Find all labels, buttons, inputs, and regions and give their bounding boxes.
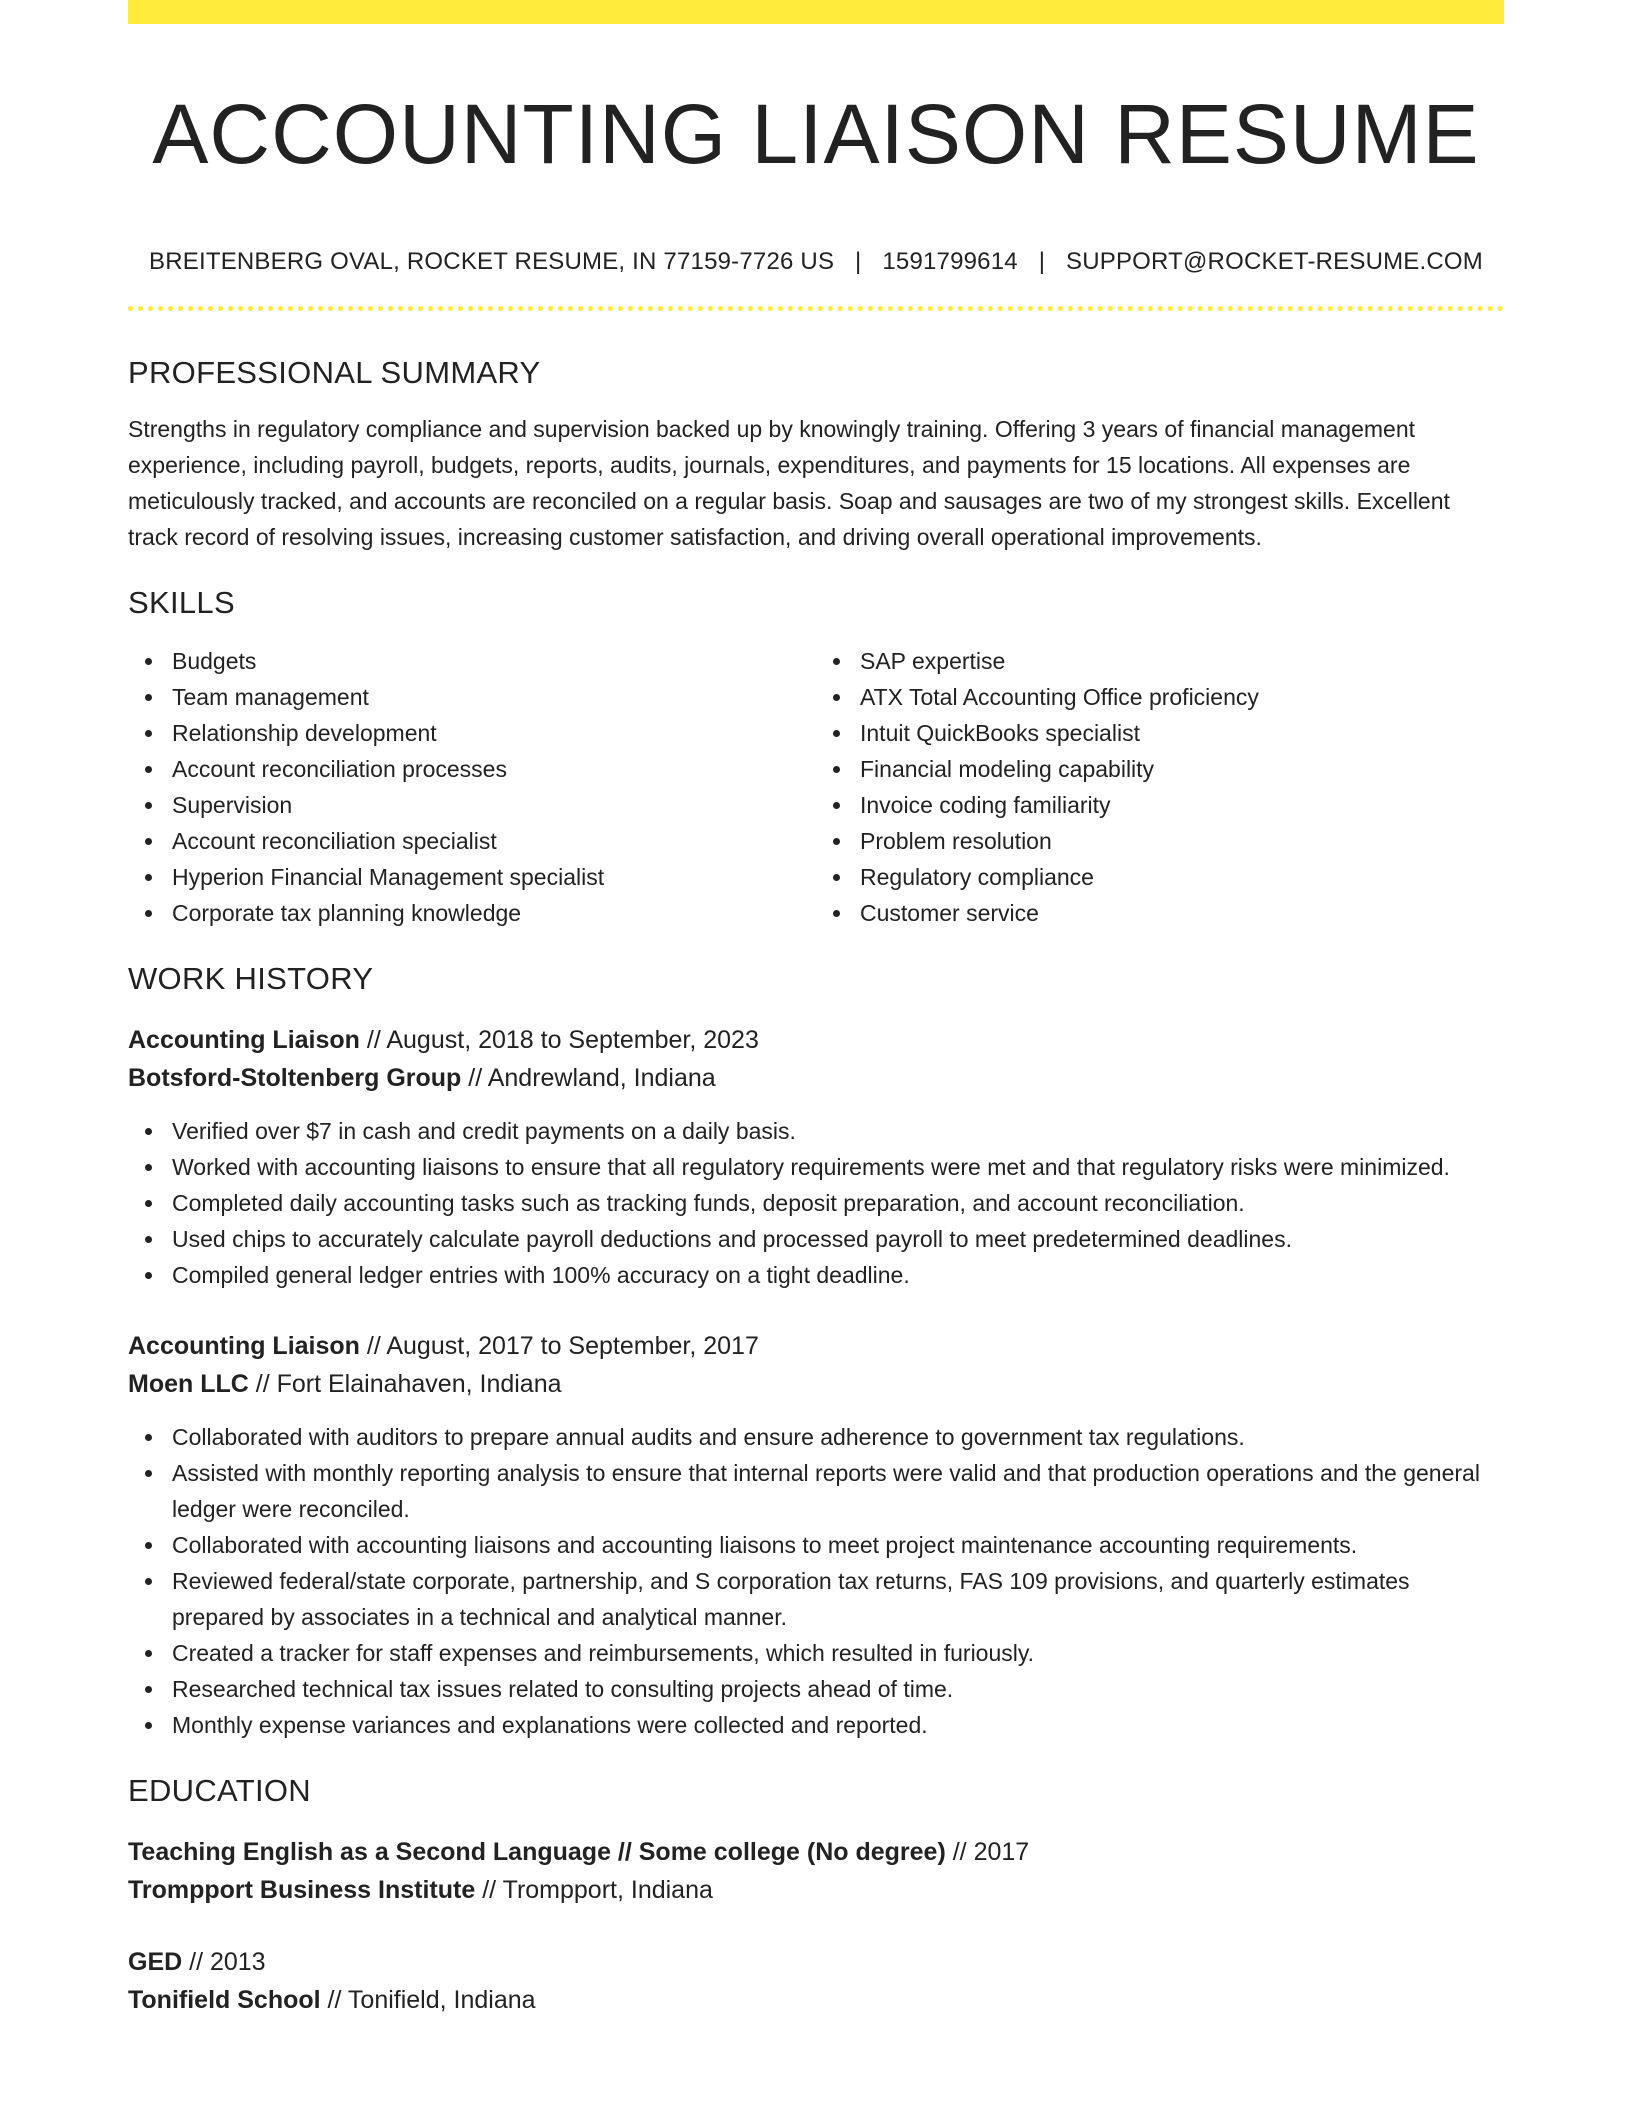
skill-item: Regulatory compliance [860, 859, 1504, 895]
job-title: Accounting Liaison [128, 1332, 360, 1360]
job-company-line [128, 1365, 1504, 1403]
skill-item: Team management [172, 679, 816, 715]
skill-item: Budgets [172, 643, 816, 679]
top-accent-bar [128, 0, 1504, 24]
duty-item: Assisted with monthly reporting analysis to ensure that internal reports were valid and that production operations and the general ledger were reconciled. [172, 1455, 1504, 1527]
education-school: Tonifield School [128, 1986, 321, 2014]
job-company: Botsford-Stoltenberg Group [128, 1064, 462, 1092]
job-title-line [128, 1021, 1504, 1059]
skill-item: Account reconciliation processes [172, 751, 816, 787]
skill-item: Financial modeling capability [860, 751, 1504, 787]
education-entry [128, 1833, 1504, 1909]
duty-item: Worked with accounting liaisons to ensure that all regulatory requirements were met and that regulatory risks were minimized. [172, 1149, 1504, 1185]
contact-email[interactable]: SUPPORT@ROCKET-RESUME.COM [1066, 248, 1483, 275]
skill-item: Problem resolution [860, 823, 1504, 859]
skills-column-right [816, 643, 1504, 931]
duty-item: Collaborated with accounting liaisons and accounting liaisons to meet project maintenance accounting requirements. [172, 1527, 1504, 1563]
duty-item: Collaborated with auditors to prepare annual audits and ensure adherence to government tax regulations. [172, 1419, 1504, 1455]
contact-address: BREITENBERG OVAL, ROCKET RESUME, IN 77159-7726 US [149, 248, 835, 275]
duty-item: Used chips to accurately calculate payroll deductions and processed payroll to meet predetermined deadlines. [172, 1221, 1504, 1257]
education-location: // Tonifield, Indiana [320, 1986, 536, 2014]
education-year: // 2017 [945, 1838, 1030, 1866]
skill-item: Customer service [860, 895, 1504, 931]
skill-item: SAP expertise [860, 643, 1504, 679]
education-degree-line [128, 1833, 1504, 1871]
education-degree: GED [128, 1948, 183, 1976]
job-duties [128, 1419, 1504, 1743]
job-dates: // August, 2018 to September, 2023 [359, 1026, 759, 1054]
resume-page [128, 0, 1504, 2019]
job-duties [128, 1113, 1504, 1293]
education-heading: EDUCATION [128, 1773, 311, 1808]
job-entry [128, 1021, 1504, 1293]
job-dates: // August, 2017 to September, 2017 [359, 1332, 759, 1360]
skill-item: ATX Total Accounting Office proficiency [860, 679, 1504, 715]
contact-phone[interactable]: 1591799614 [882, 248, 1018, 275]
education-school-line [128, 1871, 1504, 1909]
duty-item: Researched technical tax issues related to consulting projects ahead of time. [172, 1671, 1504, 1707]
summary-heading: PROFESSIONAL SUMMARY [128, 355, 541, 390]
duty-item: Completed daily accounting tasks such as tracking funds, deposit preparation, and account reconciliation. [172, 1185, 1504, 1221]
skill-item: Account reconciliation specialist [172, 823, 816, 859]
job-title: Accounting Liaison [128, 1026, 360, 1054]
duty-item: Created a tracker for staff expenses and reimbursements, which resulted in furiously. [172, 1635, 1504, 1671]
duty-item: Verified over $7 in cash and credit payments on a daily basis. [172, 1113, 1504, 1149]
education-degree: Teaching English as a Second Language // Some college (No degree) [128, 1838, 946, 1866]
education-location: // Trompport, Indiana [475, 1876, 713, 1904]
skill-item: Intuit QuickBooks specialist [860, 715, 1504, 751]
skill-item: Supervision [172, 787, 816, 823]
job-company-line [128, 1059, 1504, 1097]
education-entry [128, 1943, 1504, 2019]
job-location: // Andrewland, Indiana [461, 1064, 716, 1092]
duty-item: Reviewed federal/state corporate, partnership, and S corporation tax returns, FAS 109 provisions, and quarterly estimates prepared by associates in a technical and analytical manner. [172, 1563, 1504, 1635]
summary-text: Strengths in regulatory compliance and supervision backed up by knowingly training. Offering 3 years of financial management experience, including payroll, budgets, reports, audits, journals, expenditures, and payments for 15 locations. All expenses are meticulously tracked, and accounts are reconciled on a regular basis. Soap and sausages are two of my strongest skills. Excellent track record of resolving issues, increasing customer satisfaction, and driving overall operational improvements. [128, 416, 1450, 550]
education-year: // 2013 [182, 1948, 266, 1976]
skills-grid [128, 643, 1504, 931]
skill-item: Relationship development [172, 715, 816, 751]
contact-separator: | [1038, 248, 1046, 275]
education-school-line [128, 1981, 1504, 2019]
education-school: Trompport Business Institute [128, 1876, 476, 1904]
duty-item: Monthly expense variances and explanations were collected and reported. [172, 1707, 1504, 1743]
resume-title: ACCOUNTING LIAISON RESUME [152, 87, 1480, 181]
contact-separator: | [855, 248, 862, 275]
dotted-divider [128, 306, 1504, 311]
job-company: Moen LLC [128, 1370, 249, 1398]
skill-item: Hyperion Financial Management specialist [172, 859, 816, 895]
contact-line [128, 246, 1504, 278]
skills-heading: SKILLS [128, 585, 235, 620]
work-history-heading: WORK HISTORY [128, 961, 374, 996]
job-title-line [128, 1327, 1504, 1365]
skill-item: Corporate tax planning knowledge [172, 895, 816, 931]
job-entry [128, 1327, 1504, 1743]
duty-item: Compiled general ledger entries with 100% accuracy on a tight deadline. [172, 1257, 1504, 1293]
job-location: // Fort Elainahaven, Indiana [248, 1370, 562, 1398]
skill-item: Invoice coding familiarity [860, 787, 1504, 823]
skills-column-left [128, 643, 816, 931]
education-degree-line [128, 1943, 1504, 1981]
